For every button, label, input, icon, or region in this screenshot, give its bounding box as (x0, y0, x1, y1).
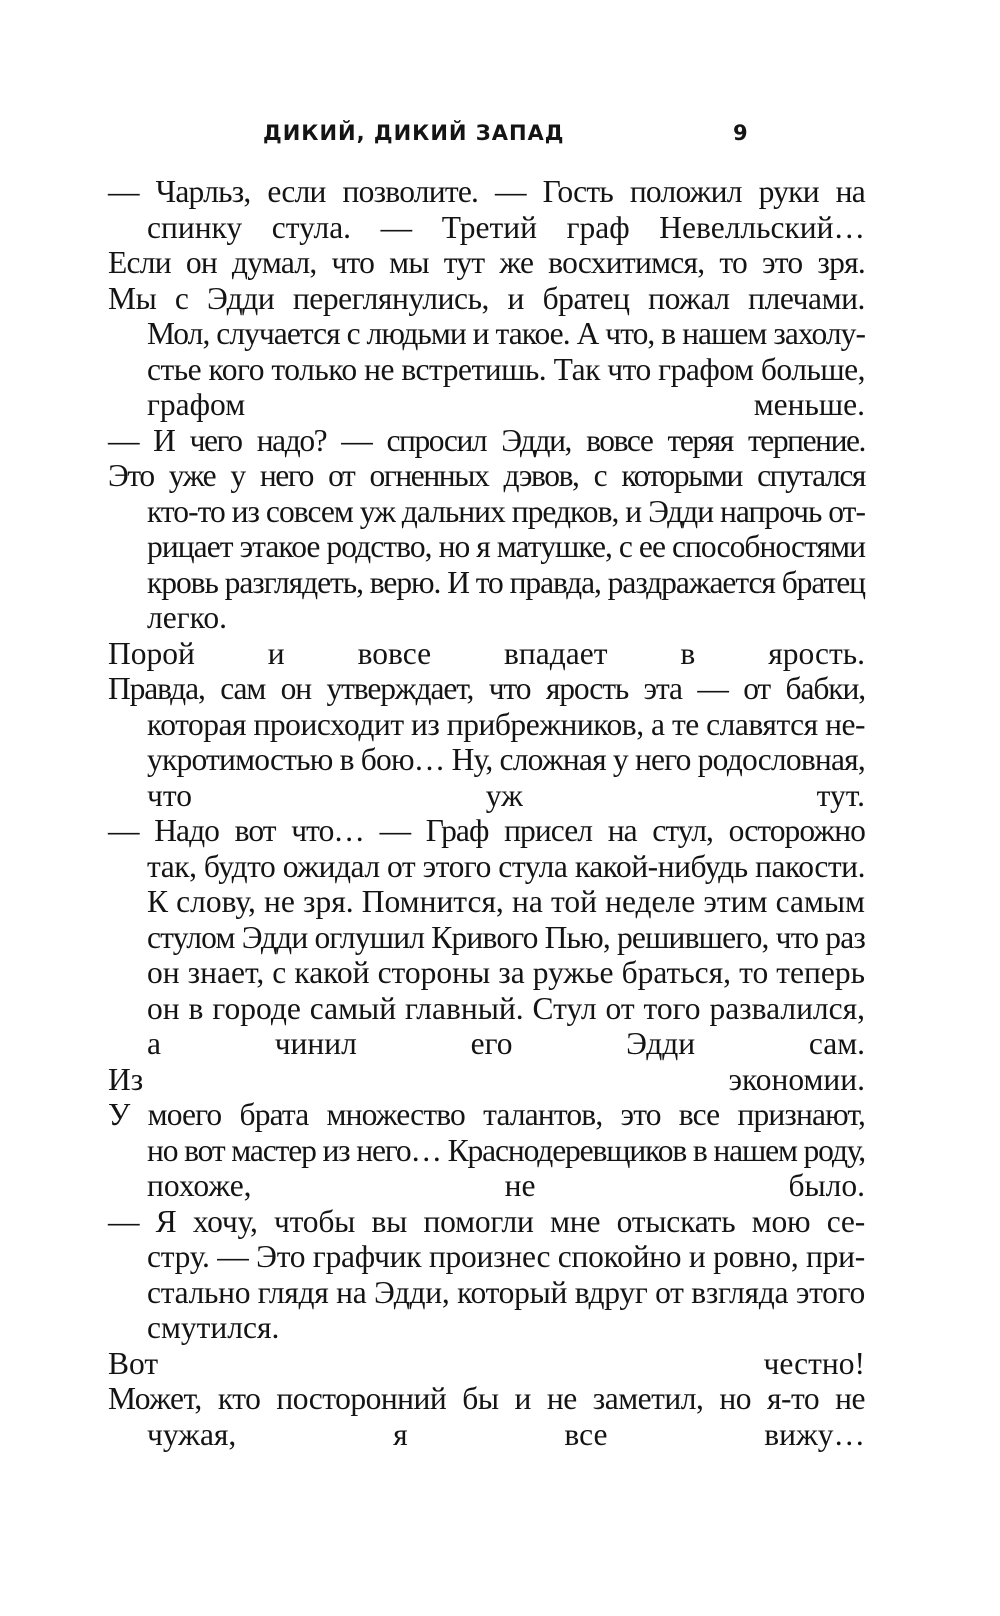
paragraph (108, 1097, 865, 1204)
text-line: К слову, не зря. Помнится, на той неделе этим самым (147, 884, 865, 919)
running-title: ДИКИЙ, ДИКИЙ ЗАПАД (263, 121, 565, 145)
text-line: легко. (147, 600, 227, 635)
text-line: — И чего надо? — спросил Эдди, вовсе теряя терпение. (108, 422, 865, 458)
paragraph (108, 423, 865, 459)
text-line: стулом Эдди оглушил Кривого Пью, решившего, что раз (147, 919, 865, 955)
paragraph (108, 174, 865, 245)
text-line: — Надо вот что… — Граф присел на стул, осторожно (108, 813, 865, 848)
text-line: Это уже у него от огненных дэвов, с которыми спутался (108, 458, 865, 493)
text-line: Из экономии. (108, 1061, 865, 1097)
page-number: 9 (733, 121, 748, 145)
text-line: он знает, с какой стороны за ружье браться, то теперь (147, 955, 865, 990)
text-line: стру. — Это графчик произнес спокойно и ровно, при- (147, 1239, 865, 1274)
text-line: стье кого только не встретишь. Так что графом больше, (147, 351, 865, 387)
paragraph (108, 458, 865, 636)
text-line: а чинил его Эдди сам. (147, 1026, 865, 1061)
text-line: похоже, не было. (147, 1168, 865, 1203)
text-line: Мы с Эдди переглянулись, и братец пожал плечами. (108, 280, 865, 316)
text-line: спинку стула. — Третий граф Невелльский… (147, 209, 865, 245)
text-line: кровь разглядеть, верю. И то правда, раздражается братец (147, 564, 865, 600)
text-line: укротимостью в бою… Ну, сложная у него родословная, (147, 742, 865, 777)
paragraph (108, 1204, 865, 1346)
text-line: У моего брата множество талантов, это все признают, (108, 1097, 865, 1132)
text-line: кто-то из совсем уж дальних предков, и Эдди напрочь от- (147, 493, 865, 529)
text-line: так, будто ожидал от этого стула какой-нибудь пакости. (147, 848, 865, 884)
text-line: Правда, сам он утверждает, что ярость эта — от бабки, (108, 671, 865, 706)
text-line: что уж тут. (147, 777, 865, 813)
paragraph (108, 671, 865, 813)
text-line: он в городе самый главный. Стул от того развалился, (147, 990, 865, 1026)
text-line: Мол, случается с людьми и такое. А что, в нашем захолу- (147, 316, 865, 351)
text-line: Может, кто посторонний бы и не заметил, но я-то не (108, 1381, 865, 1416)
text-line: смутился. (147, 1310, 280, 1345)
paragraph (108, 1062, 865, 1098)
paragraph (108, 1381, 865, 1452)
text-line: Если он думал, что мы тут же восхитимся, то это зря. (108, 245, 865, 280)
text-line: — Чарльз, если позволите. — Гость положил руки на (108, 174, 865, 209)
text-line: чужая, я все вижу… (147, 1416, 865, 1452)
paragraph (108, 245, 865, 281)
paragraph (108, 813, 865, 1062)
paragraph (108, 636, 865, 672)
text-line: но вот мастер из него… Краснодеревщиков в нашем роду, (147, 1132, 865, 1168)
body-text (108, 174, 865, 1452)
text-line: стально глядя на Эдди, который вдруг от взгляда этого (147, 1274, 865, 1310)
text-line: Вот честно! (108, 1345, 865, 1381)
text-line: графом меньше. (147, 387, 865, 422)
paragraph (108, 1346, 865, 1382)
text-line: Порой и вовсе впадает в ярость. (108, 635, 865, 671)
text-line: рицает этакое родство, но я матушке, с ее способностями (147, 529, 865, 564)
text-line: которая происходит из прибрежников, а те славятся не- (147, 706, 865, 742)
paragraph (108, 281, 865, 423)
text-line: — Я хочу, чтобы вы помогли мне отыскать мою се- (108, 1203, 865, 1239)
page-header (108, 115, 748, 151)
